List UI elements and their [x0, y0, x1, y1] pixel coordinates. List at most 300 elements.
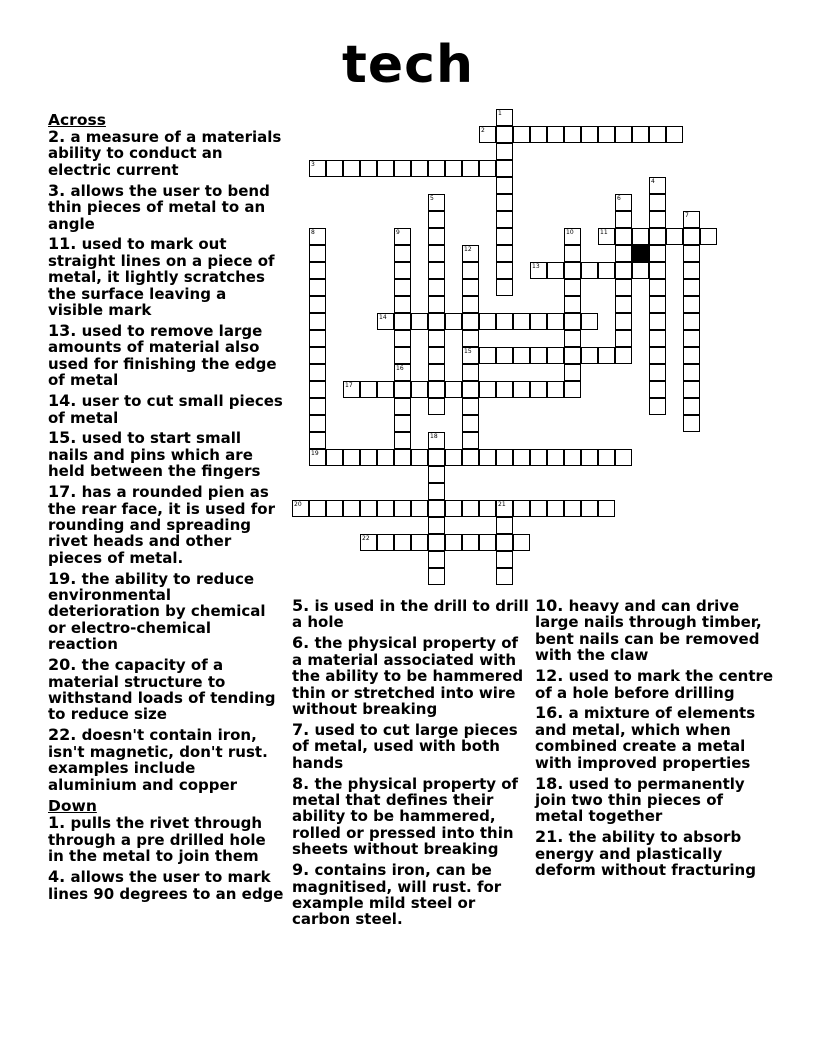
cell-number-18: 18	[430, 433, 438, 440]
across-heading: Across	[48, 111, 106, 129]
grid-cell[interactable]	[683, 415, 700, 432]
grid-cell[interactable]	[496, 568, 513, 585]
grid-cell[interactable]	[394, 347, 411, 364]
clue-number: 22.	[48, 725, 77, 745]
grid-cell[interactable]	[428, 160, 445, 177]
clue-text: contains iron, can be magnitised, will rust. for example mild steel or carbon steel.	[292, 861, 502, 929]
cell-number-2: 2	[481, 127, 485, 134]
grid-cell[interactable]	[598, 262, 615, 279]
grid-cell[interactable]	[564, 330, 581, 347]
grid-cell[interactable]	[428, 449, 445, 466]
down-clue-4	[48, 869, 286, 902]
clue-number: 4.	[48, 867, 66, 887]
cell-number-21: 21	[498, 501, 506, 508]
grid-cell[interactable]	[700, 228, 717, 245]
across-clue-17	[48, 484, 286, 566]
grid-cell[interactable]	[530, 381, 547, 398]
clues-left-column	[48, 111, 286, 906]
grid-cell[interactable]	[496, 551, 513, 568]
grid-cell[interactable]	[649, 364, 666, 381]
grid-cell[interactable]	[394, 432, 411, 449]
grid-cell[interactable]	[547, 262, 564, 279]
grid-cell[interactable]	[615, 262, 632, 279]
grid-cell[interactable]	[411, 534, 428, 551]
grid-cell[interactable]	[683, 262, 700, 279]
grid-cell[interactable]	[598, 126, 615, 143]
grid-cell[interactable]	[428, 551, 445, 568]
grid-cell[interactable]	[598, 500, 615, 517]
across-clue-list	[48, 129, 286, 793]
grid-cell[interactable]	[496, 228, 513, 245]
cell-number-3: 3	[311, 161, 315, 168]
cell-number-16: 16	[396, 365, 404, 372]
cell-number-12: 12	[464, 246, 472, 253]
grid-cell[interactable]	[360, 381, 377, 398]
grid-cell[interactable]	[564, 381, 581, 398]
across-clue-22	[48, 727, 286, 793]
grid-cell[interactable]	[513, 534, 530, 551]
grid-cell[interactable]	[649, 262, 666, 279]
grid-cell[interactable]	[394, 534, 411, 551]
clue-text: a measure of a materials ability to conduct an electric current	[48, 128, 282, 179]
clue-number: 7.	[292, 719, 310, 739]
grid-cell[interactable]	[615, 347, 632, 364]
clue-number: 12.	[535, 666, 564, 686]
grid-cell[interactable]	[513, 126, 530, 143]
grid-cell[interactable]	[411, 381, 428, 398]
clue-text: is used in the drill to drill a hole	[292, 597, 529, 632]
grid-cell[interactable]	[581, 347, 598, 364]
grid-cell[interactable]	[411, 500, 428, 517]
grid-cell[interactable]	[326, 500, 343, 517]
clue-number: 19.	[48, 568, 77, 588]
grid-cell[interactable]	[394, 381, 411, 398]
clue-text: the ability to reduce environmental deterioration by chemical or electro-chemical reaction	[48, 569, 266, 654]
down-clue-6	[292, 635, 532, 717]
grid-cell[interactable]	[428, 398, 445, 415]
grid-cell[interactable]	[445, 449, 462, 466]
clue-number: 6.	[292, 633, 310, 653]
grid-cell[interactable]	[615, 330, 632, 347]
clue-number: 8.	[292, 773, 310, 793]
grid-cell[interactable]	[649, 313, 666, 330]
grid-cell[interactable]	[513, 500, 530, 517]
grid-cell[interactable]	[377, 160, 394, 177]
grid-cell[interactable]	[547, 126, 564, 143]
clue-text: has a rounded pien as the rear face, it is used for rounding and spreading rivet heads and other pieces of metal.	[48, 483, 275, 567]
across-clue-15	[48, 430, 286, 479]
grid-cell[interactable]	[564, 313, 581, 330]
grid-cell[interactable]	[649, 245, 666, 262]
clue-text: a mixture of elements and metal, which when combined create a metal with improved properties	[535, 704, 756, 772]
down-clue-5	[292, 598, 532, 631]
grid-cell[interactable]	[428, 483, 445, 500]
grid-cell[interactable]	[479, 449, 496, 466]
grid-cell[interactable]	[547, 347, 564, 364]
cell-number-13: 13	[532, 263, 540, 270]
grid-cell[interactable]	[462, 364, 479, 381]
grid-cell[interactable]	[394, 279, 411, 296]
clue-text: the capacity of a material structure to withstand loads of tending to reduce size	[48, 656, 276, 724]
clues-middle-column	[292, 598, 532, 932]
down-clue-10	[535, 598, 775, 664]
grid-cell[interactable]	[581, 126, 598, 143]
clue-text: user to cut small pieces of metal	[48, 392, 283, 427]
grid-cell[interactable]	[428, 296, 445, 313]
grid-cell[interactable]	[649, 296, 666, 313]
clue-number: 18.	[535, 773, 564, 793]
clue-text: the physical property of a material associated with the ability to be hammered thin or stretched into wire without breaking	[292, 634, 524, 718]
grid-cell[interactable]	[615, 126, 632, 143]
cell-number-11: 11	[600, 229, 608, 236]
clue-text: heavy and can drive large nails through timber, bent nails can be removed with the claw	[535, 597, 762, 665]
grid-cell[interactable]	[394, 415, 411, 432]
grid-cell[interactable]	[496, 517, 513, 534]
grid-cell[interactable]	[428, 313, 445, 330]
grid-cell[interactable]	[394, 449, 411, 466]
clue-number: 20.	[48, 655, 77, 675]
cell-number-17: 17	[345, 382, 353, 389]
grid-cell[interactable]	[683, 245, 700, 262]
grid-cell[interactable]	[428, 517, 445, 534]
grid-cell[interactable]	[581, 449, 598, 466]
grid-cell[interactable]	[428, 211, 445, 228]
grid-cell[interactable]	[649, 381, 666, 398]
grid-cell[interactable]	[462, 415, 479, 432]
grid-cell[interactable]	[632, 126, 649, 143]
grid-cell[interactable]	[428, 279, 445, 296]
clue-text: used to mark out straight lines on a piece of metal, it lightly scratches the surface leaving a visible mark	[48, 235, 275, 320]
grid-cell[interactable]	[394, 296, 411, 313]
grid-cell[interactable]	[683, 398, 700, 415]
clue-number: 1.	[48, 813, 66, 833]
grid-cell[interactable]	[530, 313, 547, 330]
across-clue-13	[48, 320, 286, 390]
grid-cell[interactable]	[564, 449, 581, 466]
clue-text: used to start small nails and pins which are held between the fingers	[48, 429, 261, 481]
clue-text: the physical property of metal that defines their ability to be hammered, rolled or pressed into thin sheets without breaking	[292, 774, 519, 859]
grid-cell[interactable]	[496, 262, 513, 279]
grid-cell[interactable]	[462, 398, 479, 415]
grid-cell[interactable]	[445, 313, 462, 330]
cell-number-1: 1	[498, 110, 502, 117]
grid-cell[interactable]	[649, 126, 666, 143]
grid-cell[interactable]	[564, 364, 581, 381]
grid-cell[interactable]	[615, 449, 632, 466]
grid-cell[interactable]	[513, 313, 530, 330]
cell-number-19: 19	[311, 450, 319, 457]
grid-cell[interactable]	[462, 262, 479, 279]
grid-cell[interactable]	[309, 313, 326, 330]
grid-cell[interactable]	[462, 160, 479, 177]
grid-cell[interactable]	[479, 313, 496, 330]
grid-cell[interactable]	[564, 347, 581, 364]
grid-cell[interactable]	[462, 381, 479, 398]
grid-cell[interactable]	[309, 432, 326, 449]
clue-text: doesn't contain iron, isn't magnetic, don't rust. examples include aluminium and copper	[48, 726, 268, 794]
grid-cell[interactable]	[564, 262, 581, 279]
grid-cell[interactable]	[581, 262, 598, 279]
grid-cell[interactable]	[309, 364, 326, 381]
clue-text: pulls the rivet through through a pre drilled hole in the metal to join them	[48, 814, 266, 866]
grid-cell[interactable]	[360, 160, 377, 177]
grid-cell[interactable]	[632, 262, 649, 279]
clue-number: 16.	[535, 703, 564, 723]
cell-number-14: 14	[379, 314, 387, 321]
grid-cell[interactable]	[394, 330, 411, 347]
grid-cell[interactable]	[547, 449, 564, 466]
across-clue-2	[48, 129, 286, 178]
grid-cell[interactable]	[530, 449, 547, 466]
grid-cell[interactable]	[564, 296, 581, 313]
across-clue-11	[48, 236, 286, 318]
grid-cell[interactable]	[343, 500, 360, 517]
grid-cell[interactable]	[683, 347, 700, 364]
grid-cell[interactable]	[649, 330, 666, 347]
down-heading: Down	[48, 797, 97, 816]
clue-text: allows the user to bend thin pieces of metal to an angle	[48, 181, 270, 233]
cell-number-4: 4	[651, 178, 655, 185]
grid-cell[interactable]	[649, 398, 666, 415]
clue-text: used to permanently join two thin pieces of metal together	[535, 774, 745, 826]
grid-cell[interactable]	[530, 500, 547, 517]
grid-cell[interactable]	[394, 398, 411, 415]
grid-cell[interactable]	[411, 449, 428, 466]
grid-cell[interactable]	[649, 211, 666, 228]
grid-cell[interactable]	[496, 143, 513, 160]
across-clue-20	[48, 657, 286, 723]
grid-cell[interactable]	[428, 330, 445, 347]
across-clue-19	[48, 568, 286, 654]
grid-cell[interactable]	[462, 313, 479, 330]
grid-cell[interactable]	[683, 364, 700, 381]
grid-cell[interactable]	[309, 500, 326, 517]
clue-number: 14.	[48, 391, 77, 411]
grid-cell[interactable]	[649, 279, 666, 296]
grid-cell[interactable]	[343, 449, 360, 466]
grid-cell[interactable]	[598, 347, 615, 364]
grid-cell[interactable]	[309, 347, 326, 364]
grid-cell[interactable]	[343, 160, 360, 177]
grid-cell[interactable]	[649, 194, 666, 211]
grid-cell[interactable]	[394, 245, 411, 262]
grid-cell[interactable]	[479, 160, 496, 177]
clue-number: 17.	[48, 482, 77, 502]
grid-cell[interactable]	[632, 228, 649, 245]
grid-cell[interactable]	[564, 500, 581, 517]
grid-cell[interactable]	[462, 296, 479, 313]
grid-cell[interactable]	[462, 330, 479, 347]
down-clue-list	[48, 815, 286, 902]
grid-cell[interactable]	[428, 245, 445, 262]
grid-cell[interactable]	[683, 330, 700, 347]
grid-cell[interactable]	[666, 126, 683, 143]
grid-cell[interactable]	[496, 160, 513, 177]
grid-cell[interactable]	[479, 534, 496, 551]
grid-cell[interactable]	[564, 279, 581, 296]
grid-cell[interactable]	[547, 313, 564, 330]
grid-cell[interactable]	[666, 228, 683, 245]
clue-text: the ability to absorb energy and plastically deform without fracturing	[535, 828, 756, 880]
clue-number: 15.	[48, 428, 77, 448]
grid-cell[interactable]	[564, 126, 581, 143]
grid-cell[interactable]	[309, 330, 326, 347]
grid-cell[interactable]	[360, 500, 377, 517]
across-clue-14	[48, 393, 286, 426]
cell-number-10: 10	[566, 229, 574, 236]
grid-cell[interactable]	[428, 568, 445, 585]
cell-number-20: 20	[294, 501, 302, 508]
grid-cell[interactable]	[496, 313, 513, 330]
grid-cell[interactable]	[377, 381, 394, 398]
cell-number-6: 6	[617, 195, 621, 202]
grid-cell[interactable]	[496, 194, 513, 211]
clue-number: 9.	[292, 860, 310, 880]
grid-cell[interactable]	[615, 245, 632, 262]
down-clue-list	[535, 598, 775, 879]
cell-number-9: 9	[396, 229, 400, 236]
grid-cell[interactable]	[615, 228, 632, 245]
cell-number-8: 8	[311, 229, 315, 236]
clue-number: 5.	[292, 596, 310, 615]
grid-cell[interactable]	[683, 313, 700, 330]
grid-cell[interactable]	[683, 381, 700, 398]
grid-cell[interactable]	[581, 500, 598, 517]
clue-number: 13.	[48, 320, 77, 340]
grid-cell[interactable]	[683, 296, 700, 313]
grid-cell[interactable]	[428, 500, 445, 517]
grid-cell[interactable]	[513, 449, 530, 466]
grid-cell[interactable]	[547, 500, 564, 517]
grid-cell[interactable]	[428, 381, 445, 398]
grid-cell[interactable]	[462, 500, 479, 517]
grid-cell[interactable]	[496, 534, 513, 551]
grid-cell[interactable]	[496, 126, 513, 143]
grid-cell[interactable]	[615, 313, 632, 330]
grid-cell[interactable]	[683, 279, 700, 296]
grid-cell[interactable]	[309, 262, 326, 279]
down-clue-16	[535, 705, 775, 771]
grid-cell[interactable]	[309, 398, 326, 415]
grid-cell[interactable]	[428, 534, 445, 551]
down-clue-list	[292, 598, 532, 928]
cell-number-7: 7	[685, 212, 689, 219]
grid-cell[interactable]	[496, 245, 513, 262]
clue-text: used to remove large amounts of material also used for finishing the edge of metal	[48, 321, 277, 390]
clue-text: used to mark the centre of a hole before drilling	[535, 667, 774, 702]
grid-cell[interactable]	[445, 160, 462, 177]
grid-cell[interactable]	[309, 296, 326, 313]
down-clue-21	[535, 829, 775, 878]
down-clue-8	[292, 773, 532, 859]
grid-cell[interactable]	[530, 347, 547, 364]
grid-cell[interactable]	[377, 449, 394, 466]
clue-number: 10.	[535, 596, 564, 615]
grid-cell[interactable]	[394, 160, 411, 177]
grid-cell[interactable]	[496, 211, 513, 228]
clue-number: 3.	[48, 180, 66, 200]
grid-cell[interactable]	[394, 262, 411, 279]
across-clue-3	[48, 180, 286, 233]
grid-cell[interactable]	[377, 534, 394, 551]
grid-cell[interactable]	[598, 449, 615, 466]
grid-cell[interactable]	[462, 534, 479, 551]
clue-number: 2.	[48, 127, 66, 146]
grid-cell[interactable]	[309, 279, 326, 296]
grid-cell[interactable]	[513, 347, 530, 364]
grid-cell[interactable]	[428, 228, 445, 245]
grid-cell[interactable]	[564, 245, 581, 262]
grid-cell[interactable]	[649, 228, 666, 245]
grid-cell[interactable]	[496, 177, 513, 194]
down-clue-7	[292, 719, 532, 772]
grid-cell[interactable]	[411, 313, 428, 330]
grid-cell[interactable]	[394, 313, 411, 330]
grid-cell[interactable]	[394, 500, 411, 517]
down-clue-12	[535, 668, 775, 701]
grid-cell[interactable]	[428, 364, 445, 381]
grid-cell[interactable]	[496, 449, 513, 466]
grid-cell[interactable]	[377, 500, 394, 517]
grid-cell[interactable]	[615, 296, 632, 313]
grid-cell[interactable]	[513, 381, 530, 398]
grid-cell[interactable]	[309, 415, 326, 432]
grid-cell[interactable]	[530, 126, 547, 143]
grid-cell[interactable]	[683, 228, 700, 245]
grid-cell[interactable]	[445, 534, 462, 551]
grid-cell[interactable]	[428, 262, 445, 279]
grid-cell[interactable]	[479, 500, 496, 517]
blocked-cell	[632, 245, 649, 262]
clue-number: 21.	[535, 827, 564, 847]
grid-cell[interactable]	[496, 381, 513, 398]
clues-right-column	[535, 598, 775, 883]
puzzle-title: tech	[342, 35, 474, 95]
grid-cell[interactable]	[326, 449, 343, 466]
down-clue-1	[48, 815, 286, 864]
clue-text: allows the user to mark lines 90 degrees to an edge	[48, 868, 284, 903]
down-clue-18	[535, 773, 775, 826]
down-clue-9	[292, 862, 532, 928]
grid-cell[interactable]	[462, 449, 479, 466]
grid-cell[interactable]	[462, 279, 479, 296]
grid-cell[interactable]	[360, 449, 377, 466]
clue-number: 11.	[48, 234, 77, 254]
grid-cell[interactable]	[411, 160, 428, 177]
grid-cell[interactable]	[615, 211, 632, 228]
grid-cell[interactable]	[462, 432, 479, 449]
grid-cell[interactable]	[326, 160, 343, 177]
grid-cell[interactable]	[309, 381, 326, 398]
grid-cell[interactable]	[445, 381, 462, 398]
grid-cell[interactable]	[547, 381, 564, 398]
cell-number-5: 5	[430, 195, 434, 202]
clue-text: used to cut large pieces of metal, used with both hands	[292, 720, 518, 772]
grid-cell[interactable]	[428, 347, 445, 364]
cell-number-22: 22	[362, 535, 370, 542]
cell-number-15: 15	[464, 348, 472, 355]
grid-cell[interactable]	[615, 279, 632, 296]
grid-cell[interactable]	[445, 500, 462, 517]
grid-cell[interactable]	[581, 313, 598, 330]
grid-cell[interactable]	[649, 347, 666, 364]
grid-cell[interactable]	[479, 381, 496, 398]
grid-cell[interactable]	[428, 466, 445, 483]
grid-cell[interactable]	[309, 245, 326, 262]
grid-cell[interactable]	[496, 279, 513, 296]
grid-cell[interactable]	[496, 347, 513, 364]
grid-cell[interactable]	[479, 347, 496, 364]
